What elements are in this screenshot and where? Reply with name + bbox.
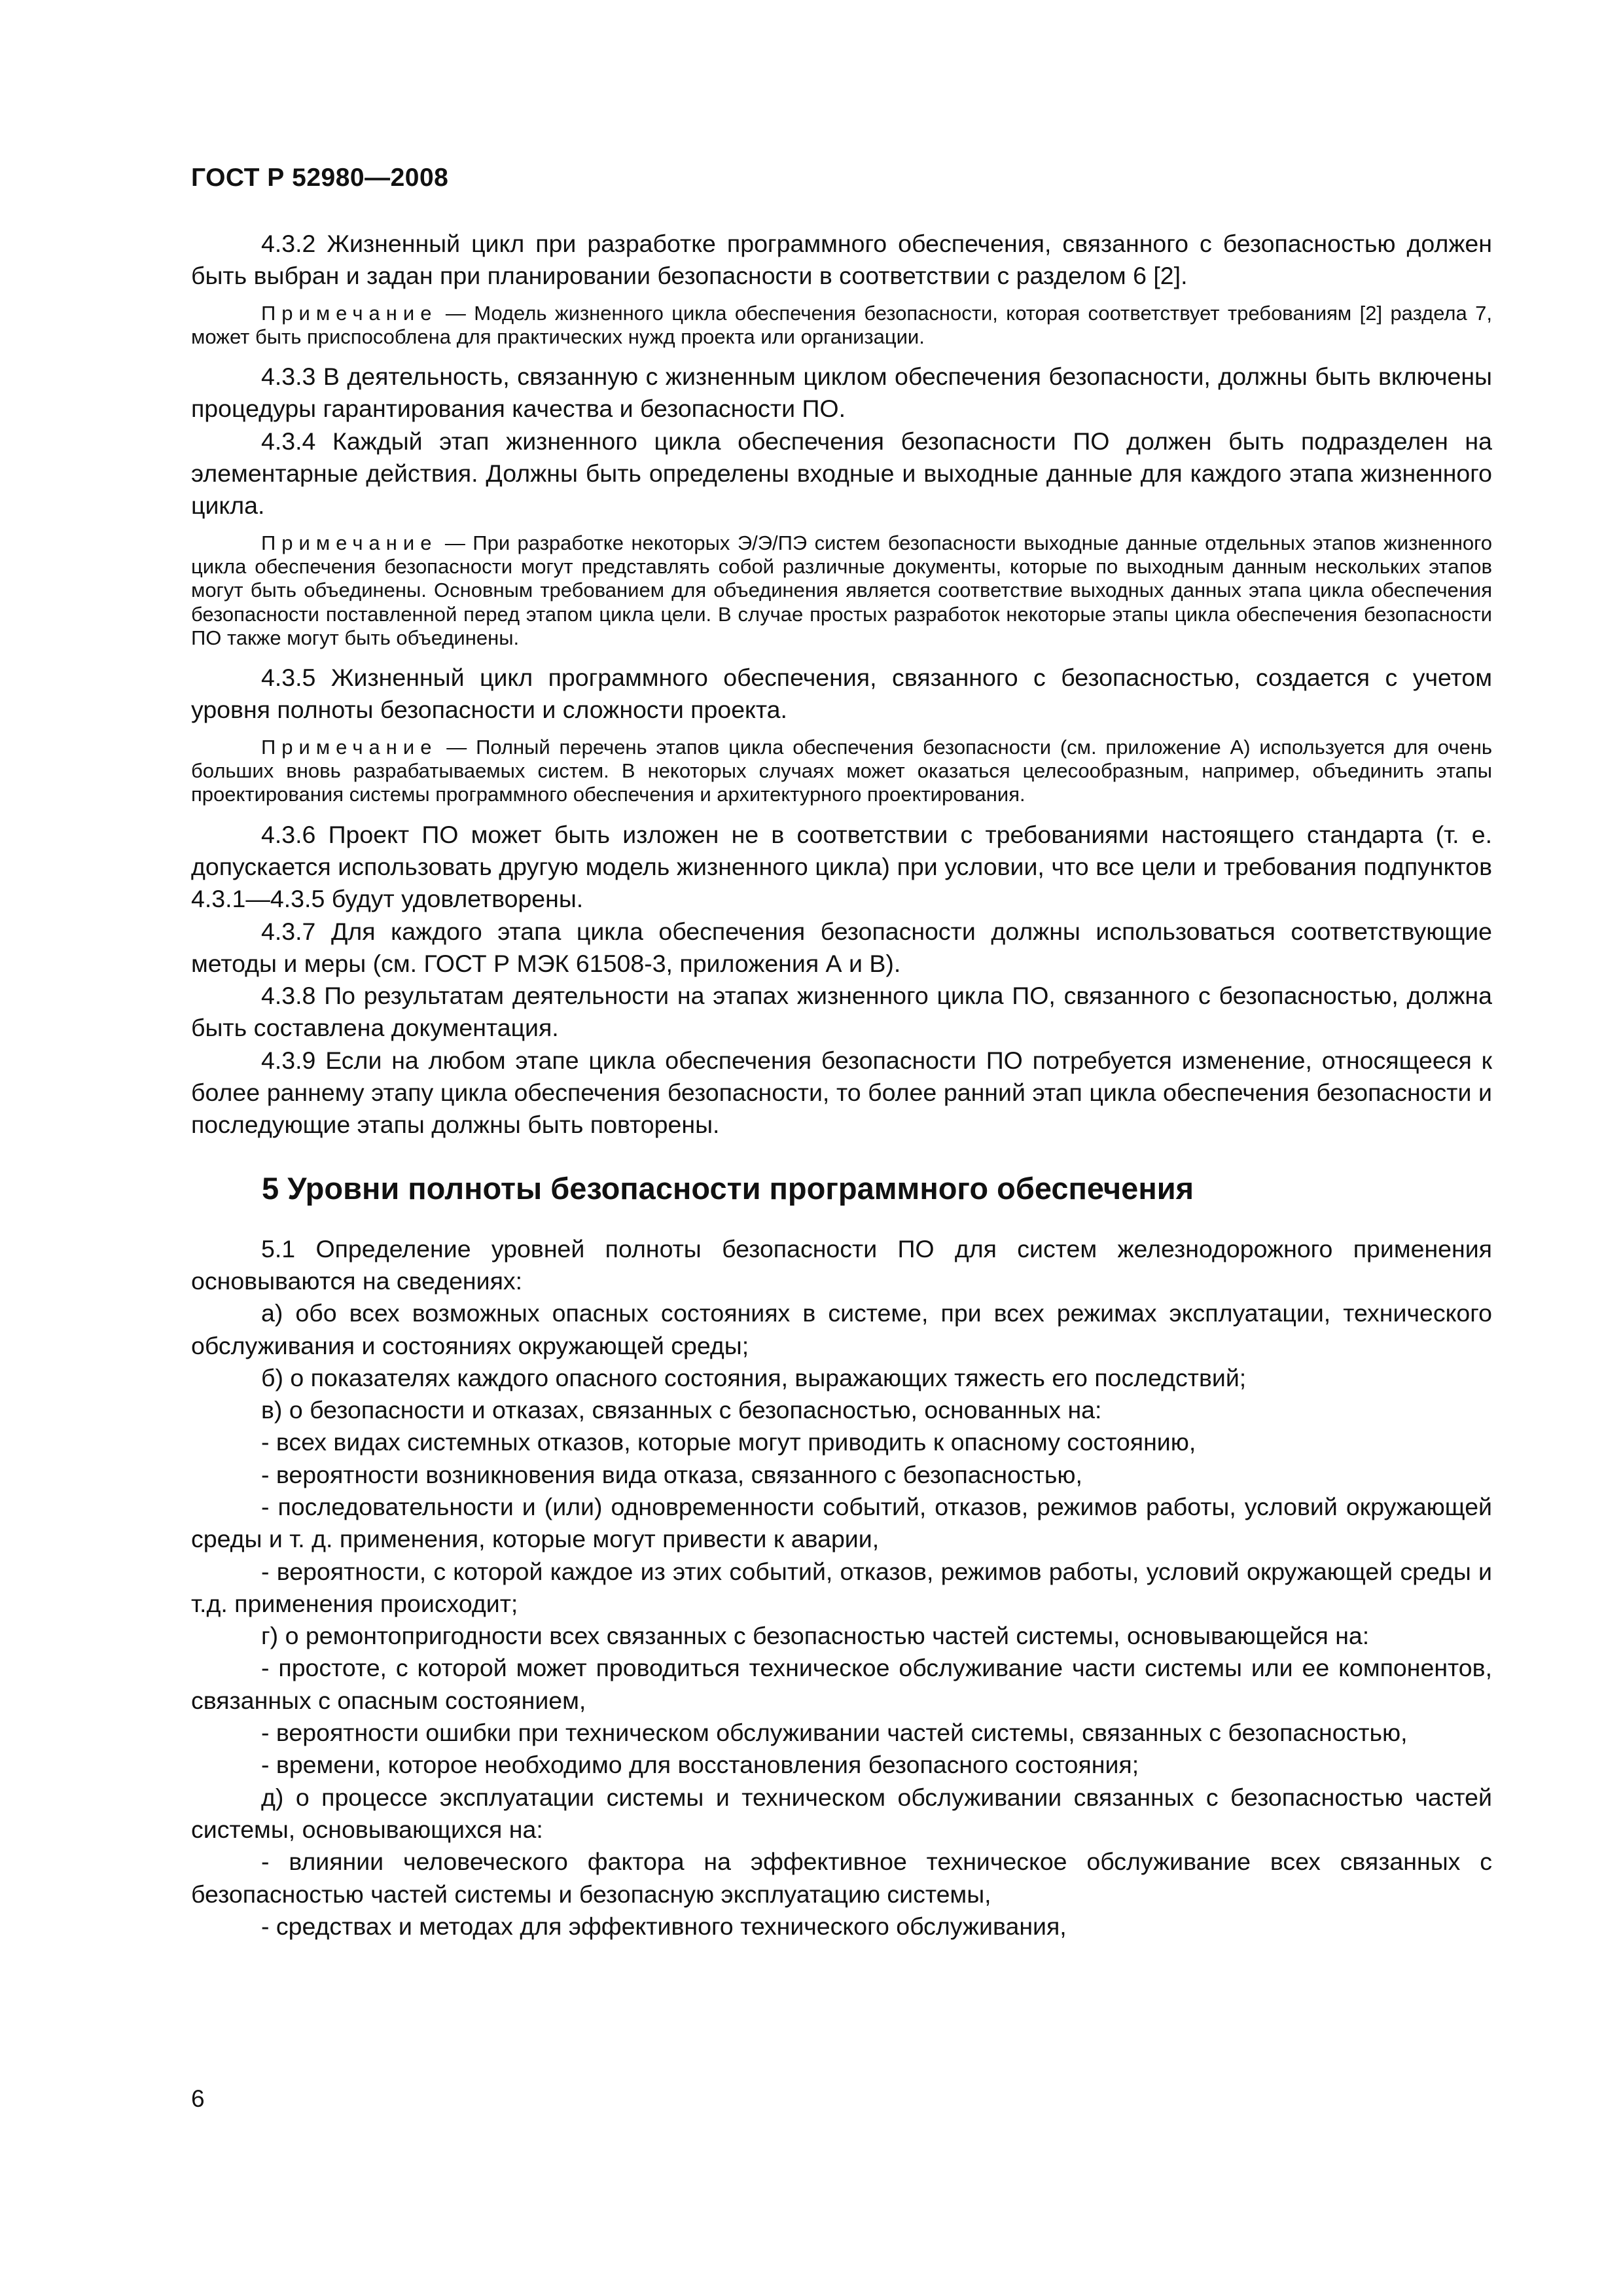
list-item-g: г) о ремонтопригодности всех связанных с безопасностью частей системы, основывающейся на: (261, 1622, 1370, 1650)
sub-item-v-4: - вероятности, с которой каждое из этих событий, отказов, режимов работы, условий окружающей среды и т.д. применения происходит; (191, 1557, 1492, 1617)
page-number: 6 (191, 2085, 205, 2112)
note-2 (191, 531, 1492, 650)
sub-item-d-1: - влиянии человеческого фактора на эффективное техническое обслуживание всех связанных с безопасностью частей системы и безопасную эксплуатацию системы, (191, 1848, 1492, 1908)
sub-item-g-2: - вероятности ошибки при техническом обслуживании частей системы, связанных с безопасностью, (261, 1719, 1408, 1747)
list-item-b: б) о показателях каждого опасного состояния, выражающих тяжесть его последствий; (261, 1363, 1247, 1391)
list-item-v: в) о безопасности и отказах, связанных с безопасностью, основанных на: (261, 1396, 1102, 1424)
paragraph-4-3-3: 4.3.3 В деятельность, связанную с жизненным циклом обеспечения безопасности, должны быть включены процедуры гарантирования качества и безопасности ПО. (191, 363, 1492, 423)
note-label: Примечание (261, 531, 438, 554)
list-item-d: д) о процессе эксплуатации системы и техническом обслуживании связанных с безопасностью частей системы, основывающихся на: (191, 1783, 1492, 1843)
sub-item-g-3: - времени, которое необходимо для восстановления безопасного состояния; (261, 1751, 1139, 1779)
paragraph-4-3-5: 4.3.5 Жизненный цикл программного обеспечения, связанного с безопасностью, создается с учетом уровня полноты безопасности и сложности проекта. (191, 664, 1492, 724)
note-text: — При разработке некоторых Э/Э/ПЭ систем безопасности выходные данные отдельных этапов жизненного цикла обеспечения безопасности могут представлять собой различные документы, которые по выходным данным нескольких этапов могут быть объединены. Основным требованием для объединения является соответствие выходных данных этапа цикла обеспечения безопасности поставленной перед этапом цикла цели. В случае простых разработок некоторые этапы цикла обеспечения безопасности ПО также могут быть объединены. (191, 531, 1492, 649)
sub-item-d-2: - средствах и методах для эффективного технического обслуживания, (261, 1912, 1067, 1940)
paragraph-4-3-9: 4.3.9 Если на любом этапе цикла обеспечения безопасности ПО потребуется изменение, относящееся к более раннему этапу цикла обеспечения безопасности, то более ранний этап цикла обеспечения безопасности и последующие этапы должны быть повторены. (191, 1046, 1492, 1139)
note-1 (191, 302, 1492, 350)
list-item-a: а) обо всех возможных опасных состояниях в системе, при всех режимах эксплуатации, технического обслуживания и состояниях окружающей среды; (191, 1299, 1492, 1359)
sub-item-v-3: - последовательности и (или) одновременности событий, отказов, режимов работы, условий окружающей среды и т. д. применения, которые могут привести к аварии, (191, 1492, 1492, 1553)
standard-header: ГОСТ Р 52980—2008 (191, 164, 449, 192)
note-text: — Полный перечень этапов цикла обеспечения безопасности (см. приложение А) используется для очень больших вновь разрабатываемых систем. В некоторых случаях может оказаться целесообразным, например, объединить этапы проектирования системы программного обеспечения и архитектурного проектирования. (191, 735, 1492, 806)
note-label: Примечание (261, 735, 438, 759)
paragraph-4-3-8: 4.3.8 По результатам деятельности на этапах жизненного цикла ПО, связанного с безопасностью, должна быть составлена документация. (191, 982, 1492, 1042)
sub-item-v-1: - всех видах системных отказов, которые могут приводить к опасному состоянию, (261, 1428, 1196, 1456)
note-3 (191, 736, 1492, 807)
paragraph-4-3-2: 4.3.2 Жизненный цикл при разработке программного обеспечения, связанного с безопасностью должен быть выбран и задан при планировании безопасности в соответствии с разделом 6 [2]. (191, 230, 1492, 290)
note-label: Примечание (261, 301, 438, 325)
section-5-heading: 5 Уровни полноты безопасности программного обеспечения (262, 1170, 1194, 1206)
document-body (191, 228, 1492, 1943)
sub-item-v-2: - вероятности возникновения вида отказа, связанного с безопасностью, (261, 1460, 1082, 1488)
note-text: — Модель жизненного цикла обеспечения безопасности, которая соответствует требованиям [2] раздела 7, может быть приспособлена для практических нужд проекта или организации. (191, 301, 1492, 348)
paragraph-5-1: 5.1 Определение уровней полноты безопасности ПО для систем железнодорожного применения основываются на сведениях: (191, 1234, 1492, 1295)
sub-item-g-1: - простоте, с которой может проводиться техническое обслуживание части системы или ее компонентов, связанных с опасным состоянием, (191, 1654, 1492, 1714)
paragraph-4-3-6: 4.3.6 Проект ПО может быть изложен не в соответствии с требованиями настоящего стандарта (т. е. допускается использовать другую модель жизненного цикла) при условии, что все цели и требования подпунктов 4.3.1—4.3.5 будут удовлетворены. (191, 820, 1492, 913)
paragraph-4-3-7: 4.3.7 Для каждого этапа цикла обеспечения безопасности должны использоваться соответствующие методы и меры (см. ГОСТ Р МЭК 61508-3, приложения А и В). (191, 917, 1492, 977)
paragraph-4-3-4: 4.3.4 Каждый этап жизненного цикла обеспечения безопасности ПО должен быть подразделен на элементарные действия. Должны быть определены входные и выходные данные для каждого этапа жизненного цикла. (191, 427, 1492, 520)
